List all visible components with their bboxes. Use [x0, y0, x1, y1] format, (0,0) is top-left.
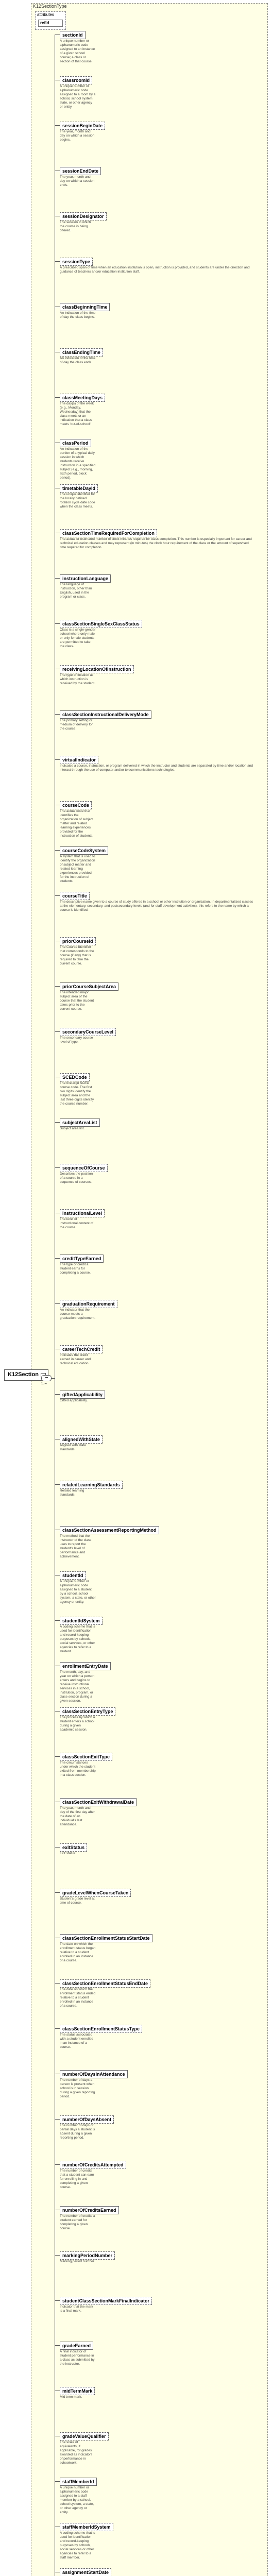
element-marking-period-number[interactable]: markingPeriodNumber — [60, 2251, 115, 2260]
element-class-section-exit-withdrawal-date[interactable]: classSectionExitWithdrawalDate — [60, 1798, 137, 1806]
element-course-code[interactable]: courseCode — [60, 801, 92, 809]
element-documentation: The language of instruction, other than English, used in the program or class. — [60, 583, 92, 599]
element-connector — [55, 1394, 60, 1395]
element-documentation: The status associated with a student enrolled in an instance of a course. — [60, 2032, 94, 2049]
element-course-title[interactable]: courseTitle — [60, 892, 90, 900]
element-student-id[interactable]: studentId — [60, 1571, 86, 1580]
element-documentation: Class is a single-gender school where only male or only female students are permitted to take the class. — [60, 628, 96, 649]
element-receiving-location-of-instruction[interactable]: receivingLocationOfInstruction — [60, 665, 134, 673]
element-connector — [55, 2255, 60, 2256]
element-connector — [55, 125, 60, 126]
element-number-of-credits-earned[interactable]: numberOfCreditsEarned — [60, 2206, 119, 2214]
element-course-code-system[interactable]: courseCodeSystem — [60, 846, 108, 855]
element-virtual-indicator[interactable]: virtualIndicator — [60, 756, 98, 764]
element-documentation: Indicates a course, instruction, or program delivered in which the instructor and students are separated by time and/or location and interact through the use of computer and/or telecommunications technologies. — [60, 764, 253, 772]
element-documentation: The day(s) of the week (e.g., Monday, Wednesday) that the class meets or an indication that a class meets 'out-of-school'. — [60, 401, 94, 426]
element-documentation: The process by which a student enters a school during a given academic session. — [60, 1716, 95, 1732]
element-enrollment-entry-date[interactable]: enrollmentEntryDate — [60, 1662, 111, 1670]
element-prior-course-subject-area[interactable]: priorCourseSubjectArea — [60, 982, 118, 991]
element-documentation: The intended major subject area of the course that the student takes prior to the current course. — [60, 990, 94, 1011]
element-connector — [55, 1484, 60, 1485]
element-instruction-language[interactable]: instructionLanguage — [60, 574, 111, 583]
element-documentation: Mid term mark. — [60, 2395, 82, 2399]
element-documentation: Subject area list. — [60, 1126, 85, 1130]
element-documentation: A unique number or alphanumeric code assigned to a room by a school, school system, state, or other agency or entity. — [60, 84, 96, 109]
element-staff-member-id-system[interactable]: staffMemberIdSystem — [60, 2523, 113, 2531]
element-documentation: Student's grade level at time of course. — [60, 1896, 95, 1905]
element-gifted-applicability[interactable]: giftedApplicability — [60, 1391, 105, 1399]
element-connector — [55, 759, 60, 760]
element-documentation: The number of days or partial days a student is absent during a given reporting period. — [60, 2123, 95, 2140]
element-connector — [55, 623, 60, 624]
element-documentation: The actual or estimated number of clock minutes required for class completion. This number is especially important for career and technical education classes and may represent (in minutes) the clock hour requirement of the class or the amount of supervised time required for completion. — [60, 537, 252, 550]
element-documentation: A unique number or alphanumeric code assigned to an instance of a given school course; a class or section of that course. — [60, 39, 95, 63]
element-documentation: A final indicator of student performance in a class as submitted by the instructor. — [60, 2350, 95, 2366]
element-secondary-course-level[interactable]: secondaryCourseLevel — [60, 1028, 116, 1036]
element-session-begin-date[interactable]: sessionBeginDate — [60, 122, 105, 130]
element-class-section-assessment-reporting-method[interactable]: classSectionAssessmentReportingMethod — [60, 1526, 159, 1534]
element-class-section-enrollment-status-start-date[interactable]: classSectionEnrollmentStatusStartDate — [60, 1934, 152, 1942]
element-documentation: The number of credits that a student can earn for enrolling in and completing a given course. — [60, 2168, 94, 2189]
element--s-c-e-d-code[interactable]: SCEDCode — [60, 1073, 90, 1081]
element-connector — [55, 2300, 60, 2301]
element-class-ending-time[interactable]: classEndingTime — [60, 348, 103, 357]
element-documentation: The circumstances under which the student exited from membership in a class section. — [60, 1761, 96, 1777]
element-aligned-with-state[interactable]: alignedWithState — [60, 1435, 103, 1444]
element-documentation: A unique number or alphanumeric code assigned to a staff member by a school, school system, a state, or other agency or entity. — [60, 2486, 94, 2515]
element-documentation: The actual code that identifies the organization of subject matter and related learning experiences provided for the instruction of students. — [60, 809, 94, 838]
element-class-section-enrollment-status-end-date[interactable]: classSectionEnrollmentStatusEndDate — [60, 1979, 150, 1988]
element-connector — [55, 2164, 60, 2165]
sequence-connector — [52, 1378, 55, 1379]
element-class-section-single-sex-class-status[interactable]: classSectionSingleSexClassStatus — [60, 620, 142, 628]
element-connector — [55, 2028, 60, 2029]
element-subject-area-list[interactable]: subjectAreaList — [60, 1118, 100, 1127]
element-connector — [55, 261, 60, 262]
element-connector — [55, 1167, 60, 1168]
type-label: K12SectionType — [33, 4, 67, 9]
element-session-type[interactable]: sessionType — [60, 258, 93, 266]
element-documentation: Indicator that the mark is a final mark. — [60, 2304, 93, 2313]
element-prior-course-id[interactable]: priorCourseId — [60, 937, 96, 945]
element-connector — [55, 2119, 60, 2120]
element-credit-type-earned[interactable]: creditTypeEarned — [60, 1255, 104, 1263]
element-documentation: The primary setting or medium of delivery for the course. — [60, 719, 93, 731]
element-documentation: An indication of the time of day the class ends. — [60, 356, 96, 364]
element-connector — [55, 1031, 60, 1032]
element-number-of-days-absent[interactable]: numberOfDaysAbsent — [60, 2115, 114, 2124]
sequence-cardinality: 1..∞ — [41, 1382, 47, 1385]
element-documentation: Aligned with state standards. — [60, 1444, 86, 1452]
element-connector — [55, 895, 60, 896]
element-class-section-enrollment-status-type[interactable]: classSectionEnrollmentStatusType — [60, 2025, 142, 2033]
element-documentation: The secondary course level of type. — [60, 1036, 93, 1044]
element-connector — [55, 986, 60, 987]
element-student-id-system[interactable]: studentIdSystem — [60, 1617, 103, 1625]
element-documentation: The number of credits a student earned for completing a given course. — [60, 2214, 95, 2230]
element-class-section-exit-type[interactable]: classSectionExitType — [60, 1753, 112, 1761]
element-number-of-credits-attempted[interactable]: numberOfCreditsAttempted — [60, 2161, 126, 2169]
element-documentation: The year, month and day of the first day after the date of an individual's last attendance. — [60, 1806, 95, 1827]
element-staff-member-id[interactable]: staffMemberId — [60, 2478, 97, 2486]
element-connector — [55, 397, 60, 398]
element-documentation: Describes the position of a course in a sequence of courses. — [60, 1172, 93, 1184]
element-class-period[interactable]: classPeriod — [60, 439, 91, 447]
element-documentation: The session in which the course is being offered. — [60, 220, 91, 232]
element-section-id[interactable]: sectionId — [60, 31, 86, 39]
element-connector — [55, 1756, 60, 1757]
element-documentation: A prescribed span of time when an education institution is open, instruction is provided, and students are under the direction and guidance of teachers and/or education institution staff. — [60, 265, 250, 274]
element-related-learning-standards[interactable]: relatedLearningStandards — [60, 1481, 123, 1489]
element-documentation: Exit status. — [60, 1852, 76, 1856]
element-documentation: The type of credit a student earns for completing a course. — [60, 1262, 91, 1275]
element-documentation: A coding scheme that is used for identification and record-keeping purposes by schools, social services or other agencies to refer to a staff member. — [60, 2531, 95, 2560]
element-documentation: The method that the instructor of the class uses to report the student's level of performance and achievement. — [60, 1534, 92, 1559]
element-documentation: The year, month and day on which a session begins. — [60, 129, 95, 142]
element-documentation: The month, day, and year on which a person enters and begins to receive instructional services in a school, institution, program, or class-section during a given session. — [60, 1670, 95, 1703]
attribute-refid[interactable]: refId — [38, 20, 63, 27]
element-session-designator[interactable]: sessionDesignator — [60, 212, 107, 221]
element-documentation: Related learning standards. — [60, 1489, 84, 1497]
element-exit-status[interactable]: exitStatus — [60, 1843, 87, 1852]
element-documentation: Indicates the credit earned in career and technical education. — [60, 1353, 91, 1365]
element-documentation: The scale of equivalents, if applicable, for grades awarded as indicators of performance in schoolwork. — [60, 2441, 93, 2465]
element-class-section-instructional-delivery-mode[interactable]: classSectionInstructionalDeliveryMode — [60, 710, 151, 719]
element-grade-value-qualifier[interactable]: gradeValueQualifier — [60, 2432, 109, 2441]
element-connector — [55, 1620, 60, 1621]
element-grade-level-when-course-taken[interactable]: gradeLevelWhenCourseTaken — [60, 1889, 131, 1897]
element-documentation: The level of instructional content of the course. — [60, 1217, 94, 1229]
element-connector — [55, 1983, 60, 1984]
k12section-type-box — [31, 3, 268, 2576]
element-documentation: An indication of the time of day the class begins. — [60, 311, 96, 319]
element-mid-term-mark[interactable]: midTermMark — [60, 2387, 95, 2395]
element-class-section-entry-type[interactable]: classSectionEntryType — [60, 1707, 115, 1716]
element-connector — [55, 714, 60, 715]
element-documentation: The unique identifier for the locally defined rotation cycle date code when the class meets. — [60, 492, 95, 509]
element-connector — [55, 1847, 60, 1848]
element-class-section-time-required-for-completion[interactable]: classSectionTimeRequiredForCompletion — [60, 529, 157, 537]
element-documentation: An indication of the portion of a typical daily session in which students receive instruction in a specified subject (e.g., morning, sixth period, block period). — [60, 447, 96, 480]
element-connector — [55, 1122, 60, 1123]
element-connector — [55, 2345, 60, 2346]
element-career-tech-credit[interactable]: careerTechCredit — [60, 1345, 103, 1353]
element-class-meeting-days[interactable]: classMeetingDays — [60, 394, 105, 402]
element-documentation: A unique number or alphanumeric code assigned to a student by a school, school system, a state, or other agency or entity. — [60, 1580, 96, 1604]
element-documentation: A system that is used to identify the organization of subject matter and related learning experiences provided for the instruction of students. — [60, 855, 95, 884]
element-timetable-day-id[interactable]: timetableDayId — [60, 484, 98, 493]
element-connector — [55, 850, 60, 851]
element-documentation: Marking period number. — [60, 2259, 95, 2263]
sequence-compositor: ••• — [41, 1375, 52, 1381]
element-grade-earned[interactable]: gradeEarned — [60, 2342, 93, 2350]
element-instructional-level[interactable]: instructionalLevel — [60, 1209, 105, 1217]
element-documentation: A coding scheme that is used for identification and record-keeping purposes by schools, social services, or other agencies to refer to a student. — [60, 1625, 95, 1654]
element-connector — [55, 1892, 60, 1893]
attributes-title: attributes — [37, 12, 54, 17]
element-documentation: The date on which the enrollment status began relative to a student enrolled in an instance of a course. — [60, 1942, 96, 1962]
element-graduation-requirement[interactable]: graduationRequirement — [60, 1300, 117, 1308]
element-connector — [55, 1258, 60, 1259]
element-documentation: The type of location at which instruction is received by the student. — [60, 673, 96, 686]
element-connector — [55, 2481, 60, 2482]
element-documentation: The Course Identifier that corresponds to the course (if any) that is required to take the current course. — [60, 945, 94, 966]
element-documentation: The date on which the enrollment status ended relative to a student enrolled in an instance of a course. — [60, 1987, 96, 2008]
element-sequence-of-course[interactable]: sequenceOfCourse — [60, 1164, 108, 1172]
element-number-of-days-in-attendance[interactable]: numberOfDaysInAttendance — [60, 2070, 128, 2078]
element-connector — [55, 1303, 60, 1304]
element-documentation: The number of days a person is present when school is in session during a given reporting period. — [60, 2078, 95, 2098]
element-documentation: The five-digit SCED course code. The first two digits identify the subject area and the last three digits identify the course number. — [60, 1081, 94, 1106]
element-session-end-date[interactable]: sessionEndDate — [60, 167, 101, 175]
root-label: K12Section — [8, 1371, 39, 1378]
element-classroom-id[interactable]: classroomId — [60, 76, 92, 84]
element-documentation: An indicator that the course meets a graduation requirement. — [60, 1308, 96, 1320]
element-connector — [55, 578, 60, 579]
element-documentation: The descriptive name given to a course of study offered in a school or other institution or organization. In departmentalized classes at the elementary, secondary, and postsecondary levels (and for staff development activities), this refers to the name by which a course is identified. — [60, 900, 253, 912]
element-student-class-section-mark-final-indicator[interactable]: studentClassSectionMarkFinalIndicator — [60, 2297, 152, 2305]
element-documentation: Gifted applicability. — [60, 1398, 88, 1402]
element-assignment-start-date[interactable]: assignmentStartDate — [60, 2568, 111, 2576]
element-documentation: The year, month and day on which a session ends. — [60, 175, 95, 187]
element-class-beginning-time[interactable]: classBeginningTime — [60, 303, 110, 311]
